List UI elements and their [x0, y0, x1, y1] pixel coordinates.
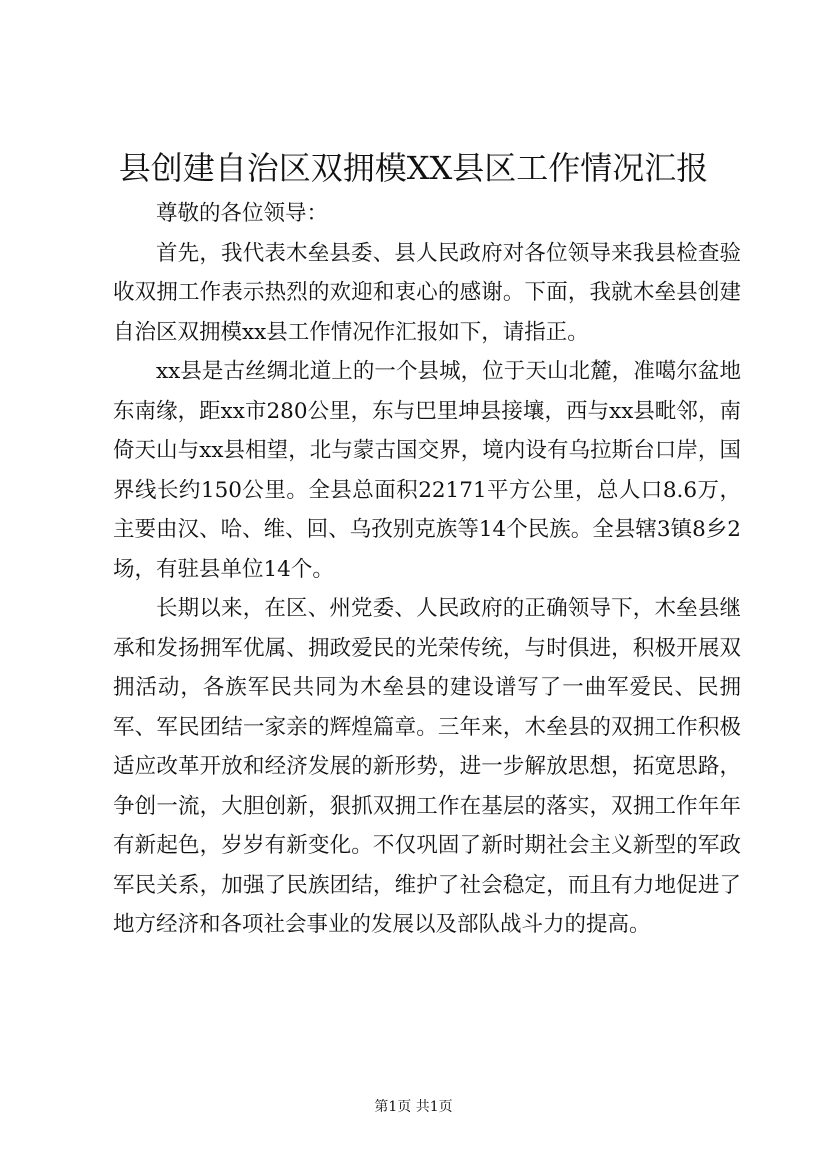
page-footer: 第1页 共1页 [374, 1099, 453, 1115]
salutation: 尊敬的各位领导： [156, 201, 329, 226]
paragraph-county-overview: xx县是古丝绸北道上的一个县城，位于天山北麓，准噶尔盆地东南缘，距xx市280公里，东与巴里坤县接壤，西与xx县毗邻，南倚天山与xx县相望，北与蒙古国交界，境内设有乌拉斯台口岸，国界线长约150公里。全县总面积22171平方公里，总人口8.6万，主要由汉、哈、维、回、乌孜别克族等14个民族。全县辖3镇8乡2场，有驻县单位14个。 [113, 359, 741, 582]
document-body [113, 194, 741, 945]
paragraph-intro: 首先，我代表木垒县委、县人民政府对各位领导来我县检查验收双拥工作表示热烈的欢迎和衷心的感谢。下面，我就木垒县创建自治区双拥模xx县工作情况作汇报如下，请指正。 [113, 240, 741, 345]
document-title: 县创建自治区双拥模XX县区工作情况汇报 [118, 149, 709, 187]
paragraph-work-summary: 长期以来，在区、州党委、人民政府的正确领导下，木垒县继承和发扬拥军优属、拥政爱民的光荣传统，与时俱进，积极开展双拥活动，各族军民共同为木垒县的建设谱写了一曲军爱民、民拥军、军民团结一家亲的辉煌篇章。三年来，木垒县的双拥工作积极适应改革开放和经济发展的新形势，进一步解放思想，拓宽思路，争创一流，大胆创新，狠抓双拥工作在基层的落实，双拥工作年年有新起色，岁岁有新变化。不仅巩固了新时期社会主义新型的军政军民关系，加强了民族团结，维护了社会稳定，而且有力地促进了地方经济和各项社会事业的发展以及部队战斗力的提高。 [113, 596, 741, 937]
